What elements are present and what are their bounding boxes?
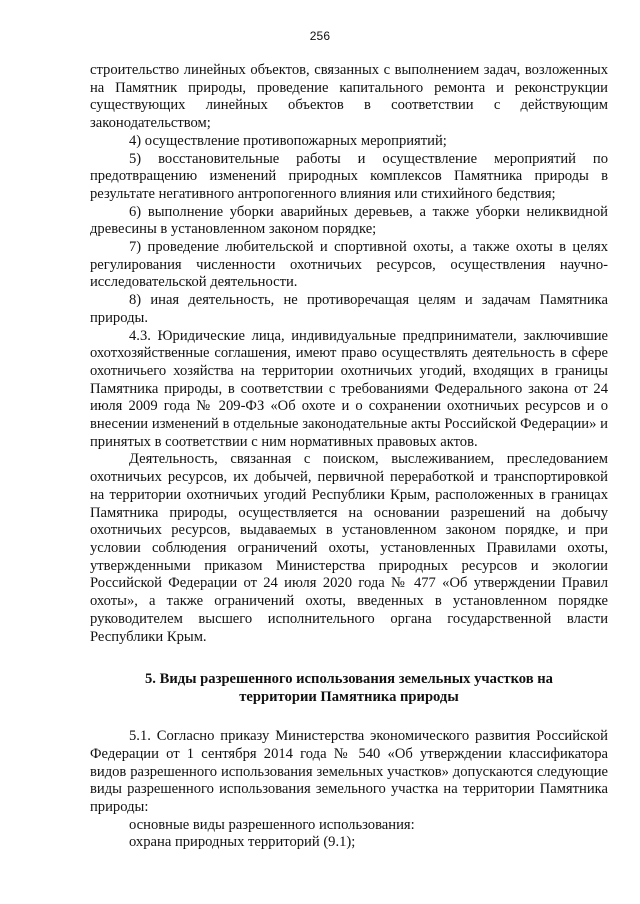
paragraph-4-3: 4.3. Юридические лица, индивидуальные предприниматели, заключившие охотхозяйственные соглашения, имеют право осуществлять деятельность в сфере охотничьего хозяйства на территории охотничьих угодий, входящих в границы Памятника природы, в соответствии с требованиями Федерального закона от 24 июля 2009 года № 209-ФЗ «Об охоте и о сохранении охотничьих ресурсов и о внесении изменений в отдельные законодательные акты Российской Федерации» и принятых в соответствии с ним нормативных правовых актов. <box>90 327 608 450</box>
paragraph-hunting-activity: Деятельность, связанная с поиском, выслеживанием, преследованием охотничьих ресурсов, их добычей, первичной переработкой и транспортировкой на территории охотничьих угодий Республики Крым, расположенных в границах Памятника природы, осуществляется на основании разрешений на добычу охотничьих ресурсов, выдаваемых в установленном законом порядке, и при условии соблюдения ограничений охоты, установленных Правилами охоты, утвержденными приказом Министерства природных ресурсов и экологии Российской Федерации от 24 июля 2020 года № 477 «Об утверждении Правил охоты», а также ограничений охоты, введенных в установленном порядке руководителем высшего исполнительного органа государственной власти Республики Крым. <box>90 451 608 645</box>
section-title: 5. Виды разрешенного использования земельных участков на территории Памятника природы <box>145 671 553 706</box>
list-item-8: 8) иная деятельность, не противоречащая целям и задачам Памятника природы. <box>90 292 608 326</box>
paragraph-5-1: 5.1. Согласно приказу Министерства экономического развития Российской Федерации от 1 сентября 2014 года № 540 «Об утверждении классификатора видов разрешенного использования земельных участков» допускаются следующие виды разрешенного использования земельного участка на территории Памятника природы: <box>90 728 608 816</box>
list-item-7: 7) проведение любительской и спортивной охоты, а также охоты в целях регулирования численности охотничьих ресурсов, осуществления научно-исследовательской деятельности. <box>90 239 608 291</box>
page-number: 256 <box>309 29 331 43</box>
list-item-6: 6) выполнение уборки аварийных деревьев, а также уборки неликвидной древесины в установленном законом порядке; <box>90 203 608 238</box>
document-body <box>90 62 608 852</box>
list-item-5: 5) восстановительные работы и осуществление мероприятий по предотвращению изменений природных комплексов Памятника природы в результате негативного антропогенного влияния или стихийного бедствия; <box>90 150 608 202</box>
paragraph-continuation: строительство линейных объектов, связанных с выполнением задач, возложенных на Памятник природы, проведение капитального ремонта и реконструкции существующих линейных объектов в соответствии с действующим законодательством; <box>90 62 608 132</box>
paragraph-nature-protection: охрана природных территорий (9.1); <box>129 834 356 851</box>
list-item-4: 4) осуществление противопожарных мероприятий; <box>129 132 447 149</box>
paragraph-main-uses: основные виды разрешенного использования: <box>129 816 415 833</box>
